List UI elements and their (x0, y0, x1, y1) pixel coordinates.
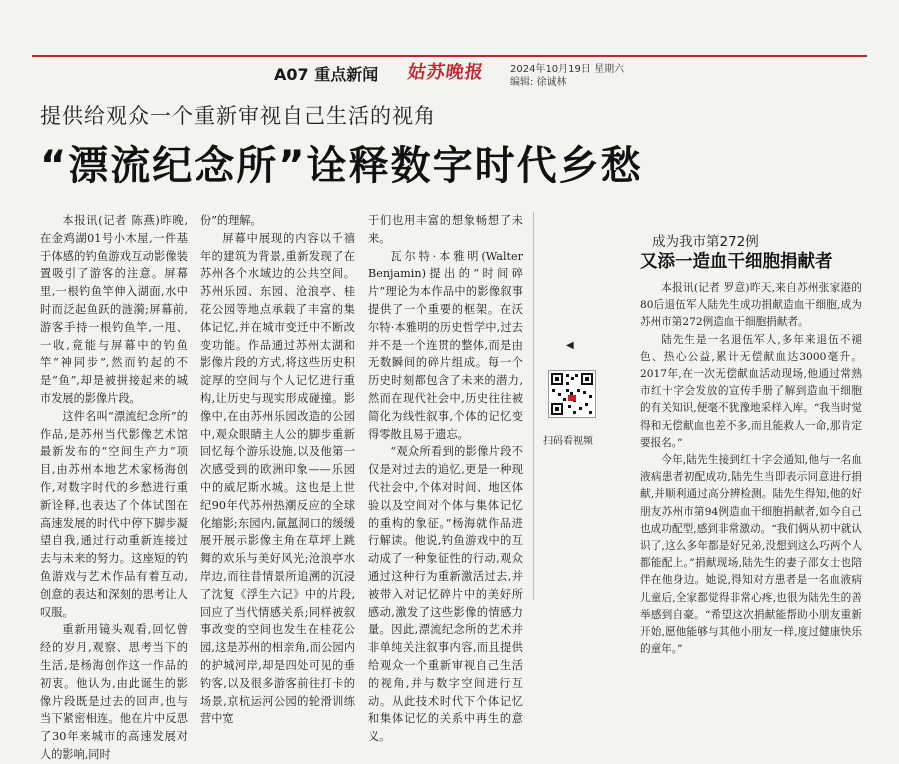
article-paragraph: 于们也用丰富的想象畅想了未来。 (368, 214, 523, 245)
header-rule (32, 55, 867, 57)
pointer-arrow-icon: ◀ (566, 340, 574, 351)
side-paragraph: 本报讯(记者 罗意)昨天,来自苏州张家港的80后退伍军人陆先生成功捐献造血干细胞,成为苏州市第272例造血干细胞捐献者。 (640, 282, 862, 329)
page-section-label: A07 重点新闻 (274, 65, 379, 84)
issue-date: 2024年10月19日 星期六 (510, 64, 625, 75)
newspaper-logo: 姑苏晚报 (406, 62, 486, 83)
article-paragraph: 本报讯(记者 陈燕)昨晚,在金鸡湖01号小木屋,一件基于体感的钓鱼游戏互动影像装置吸引了游客的注意。屏幕里,一根钓鱼竿伸入湖面,水中时而泛起鱼跃的涟漪;屏幕前,游客手持一根钓鱼竿,一甩、一收,竟能与屏幕中的钓鱼竿“神同步”,然而钓起的不是“鱼”,却是被拼接起来的城市发展的影像片段。 (40, 214, 188, 405)
article-headline: “漂流纪念所”诠释数字时代乡愁 (40, 143, 643, 189)
side-story-body (640, 280, 862, 658)
article-paragraph: 份”的理解。 (200, 214, 262, 227)
article-paragraph: 重新用镜头观看,回忆曾经的岁月,观察、思考当下的生活,是杨海创作这一作品的初衷。他认为,由此诞生的影像片段既是过去的回声,也与当下紧密相连。他在片中反思了30年来城市的高速发展对人的影响,同时 (40, 623, 188, 761)
side-story-title: 又添一造血干细胞捐献者 (640, 252, 833, 272)
side-paragraph: 今年,陆先生接到红十字会通知,他与一名血液病患者初配成功,陆先生当即表示同意进行捐献,并顺利通过高分辨检测。陆先生得知,他的好朋友苏州市第94例造血干细胞捐献者,如今自己也成功配型,感到非常激动。“我们俩从初中就认识了,这么多年都是好兄弟,没想到这么巧两个人都能配上。”捐献现场,陆先生的妻子邵女士也陪伴在他身边。她说,得知对方患者是一名血液病儿童后,全家都觉得非常心疼,也很为陆先生的善举感到自豪。“希望这次捐献能帮助小朋友重新开始,愿他能够与其他小朋友一样,度过健康快乐的童年。” (640, 454, 862, 656)
article-column-2 (200, 212, 355, 728)
article-paragraph: “观众所看到的影像片段不仅是对过去的追忆,更是一种现代社会中,个体对时间、地区体验以及空间对个体与集体记忆的重构的象征。”杨海就作品进行解读。他说,钓鱼游戏中的互动成了一种象征性的行动,观众通过这种行为重新激活过去,并被带入对记忆碎片中的美好所感动,激发了这些影像的情感力量。因此,漂流纪念所的艺术并非单纯关注叙事内容,而且提供给观众一个重新审视自己生活的视角,并与数字空间进行互动。从此技术时代下个体记忆和集体记忆的关系中再生的意义。 (368, 445, 523, 744)
article-paragraph: 瓦尔特·本雅明(Walter Benjamin)提出的“时间碎片”理论为本作品中的影像叙事提供了一个重要的框架。在沃尔特·本雅明的历史哲学中,过去并不是一个连贯的整体,而是由无数瞬间的碎片组成。每一个历史时刻都包含了未来的潜力,然而在现代社会中,历史往往被简化为线性叙事,个体的记忆变得零散且易于遗忘。 (368, 249, 523, 441)
side-story-kicker: 成为我市第272例 (652, 234, 759, 250)
side-paragraph: 陆先生是一名退伍军人,多年来退伍不褪色、热心公益,累计无偿献血达3000毫升。2017年,在一次无偿献血活动现场,他通过常熟市红十字会发放的宣传手册了解到造血干细胞的有关知识,便毫不犹豫地采样入库。“我当时觉得和无偿献血也差不多,而且能救人一命,那肯定要报名。” (640, 333, 862, 449)
article-column-1 (40, 212, 188, 764)
article-paragraph: 这件名叫“漂流纪念所”的作品,是苏州当代影像艺术馆最新发布的“空间生产力”项目,由苏州本地艺术家杨海创作,对数字时代的乡愁进行重新诠释,也表达了个体试图在高速发展的时代中停下脚步凝望自我,通过行动重新连接过去与未来的努力。这座短的钓鱼游戏与艺术作品有着互动,创意的表达和深刻的思考让人叹服。 (40, 409, 188, 619)
article-subhead: 提供给观众一个重新审视自己生活的视角 (40, 104, 436, 128)
article-paragraph: 屏幕中展现的内容以千禧年的建筑为背景,重新发现了在苏州各个水域边的公共空间。苏州乐园、东园、沧浪亭、桂花公园等地点承载了丰富的集体记忆,并在城市变迁中不断改变功能。作品通过苏州太湖和影像片段的方式,将这些历史积淀厚的空间与个人记忆进行重构,让历史与现实形成碰撞。影像中,在由苏州乐园改造的公园中,观众眼睛主人公的脚步重新回忆每个游乐设施,以及他第一次感受到的欧洲印象——乐园中的威尼斯水城。这也是上世纪90年代苏州热潮反应的全球化缩影;东园内,氤氲洞口的缓缓展开展示影像主角在草坪上跳舞的欢乐与美好风光;沧浪亭水岸边,而往昔情景所追溯的沉浸了沈复《浮生六记》中的片段,回应了当代情感关系;同样被叙事改变的空间也发生在桂花公园,这是苏州的相亲角,而公园内的护城河岸,却是四处可见的垂钓客,以及很多游客前往打卡的场景,京杭运河公园的轮滑训练营中宽 (200, 231, 355, 726)
qr-caption: 扫码看视频 (543, 436, 593, 447)
editor-credit: 编辑: 徐诚林 (510, 77, 567, 88)
qr-code-icon[interactable] (548, 370, 596, 418)
column-divider (533, 212, 534, 600)
article-column-3 (368, 212, 523, 746)
